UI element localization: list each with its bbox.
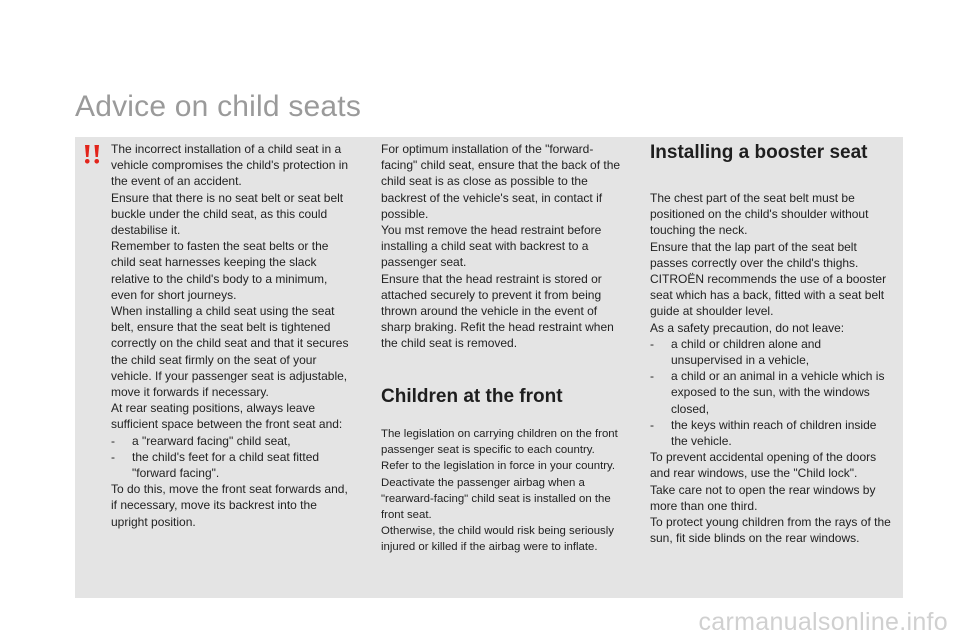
bullet-dash: - (650, 417, 654, 432)
section-title-children-front: Children at the front (381, 386, 563, 407)
paragraph: Ensure that there is no seat belt or seat belt buckle under the child seat, as this could destabilise it. (111, 190, 344, 238)
paragraph: Ensure that the lap part of the seat belt passes correctly over the child's thighs. (650, 239, 859, 270)
paragraph: At rear seating positions, always leave sufficient space between the front seat and: (111, 401, 343, 432)
paragraph: As a safety precaution, do not leave: (650, 320, 845, 335)
list-item-text: the keys within reach of children inside the vehicle. (671, 417, 877, 449)
list-item (650, 336, 895, 368)
paragraph: You mst remove the head restraint before installing a child seat with backrest to a passenger seat. (381, 223, 602, 270)
paragraph: Deactivate the passenger airbag when a "rearward-facing" child seat is installed on the front seat. (381, 476, 611, 522)
list-item (650, 368, 895, 417)
list-item-text: the child's feet for a child seat fitted "forward facing". (132, 449, 320, 481)
paragraph: For optimum installation of the "forward-facing" child seat, ensure that the back of the child seat is as close as possible to the backrest of the vehicle's seat, in contact if possible. (381, 142, 621, 221)
paragraph: When installing a child seat using the seat belt, ensure that the seat belt is tightened correctly on the child seat and that it secures the child seat firmly on the seat of your vehicle. If your passenger seat is adjustable, move it forwards if necessary. (111, 304, 349, 400)
child-seat-warning-text (111, 141, 356, 530)
paragraph: Take care not to open the rear windows by more than one third. (650, 482, 876, 513)
paragraph: Refer to the legislation in force in your country. (381, 460, 616, 473)
bullet-dash: - (111, 433, 115, 448)
list-item (111, 449, 356, 481)
paragraph: The chest part of the seat belt must be positioned on the child's shoulder without touching the neck. (650, 191, 869, 238)
paragraph: CITROËN recommends the use of a booster seat which has a back, fitted with a seat belt guide at shoulder level. (650, 272, 887, 319)
children-front-text (381, 426, 631, 556)
section-title-booster-seat: Installing a booster seat (650, 142, 868, 163)
bullet-dash: - (650, 369, 654, 384)
paragraph: Ensure that the head restraint is stored or attached securely to prevent it from being thrown around the vehicle in the event of sharp braking. Refit the head restraint when the child seat is removed. (381, 271, 614, 351)
warning-icon (80, 143, 104, 165)
paragraph: To do this, move the front seat forwards and, if necessary, move its backrest into the upright position. (111, 482, 348, 529)
watermark: carmanualsonline.info (698, 608, 948, 636)
bullet-dash: - (650, 336, 654, 351)
list-item-text: a "rearward facing" child seat, (132, 433, 291, 448)
list-item (111, 433, 356, 449)
list-item-text: a child or an animal in a vehicle which is exposed to the sun, with the windows closed, (671, 369, 885, 416)
page-title: Advice on child seats (75, 90, 362, 123)
paragraph: Remember to fasten the seat belts or the child seat harnesses keeping the slack relative to the child's body to a minimum, even for short journeys. (111, 239, 329, 302)
booster-seat-text (650, 190, 895, 546)
paragraph: Otherwise, the child would risk being seriously injured or killed if the airbag were to inflate. (381, 525, 614, 554)
paragraph: The incorrect installation of a child seat in a vehicle compromises the child's protection in the event of an accident. (111, 142, 349, 189)
bullet-dash: - (111, 449, 115, 464)
paragraph: The legislation on carrying children on the front passenger seat is specific to each country. (381, 428, 618, 457)
list-item (650, 417, 895, 449)
list-item-text: a child or children alone and unsupervised in a vehicle, (671, 336, 822, 368)
forward-facing-text (381, 141, 621, 352)
paragraph: To prevent accidental opening of the doors and rear windows, use the "Child lock". (650, 450, 877, 481)
paragraph: To protect young children from the rays of the sun, fit side blinds on the rear windows. (650, 515, 891, 546)
